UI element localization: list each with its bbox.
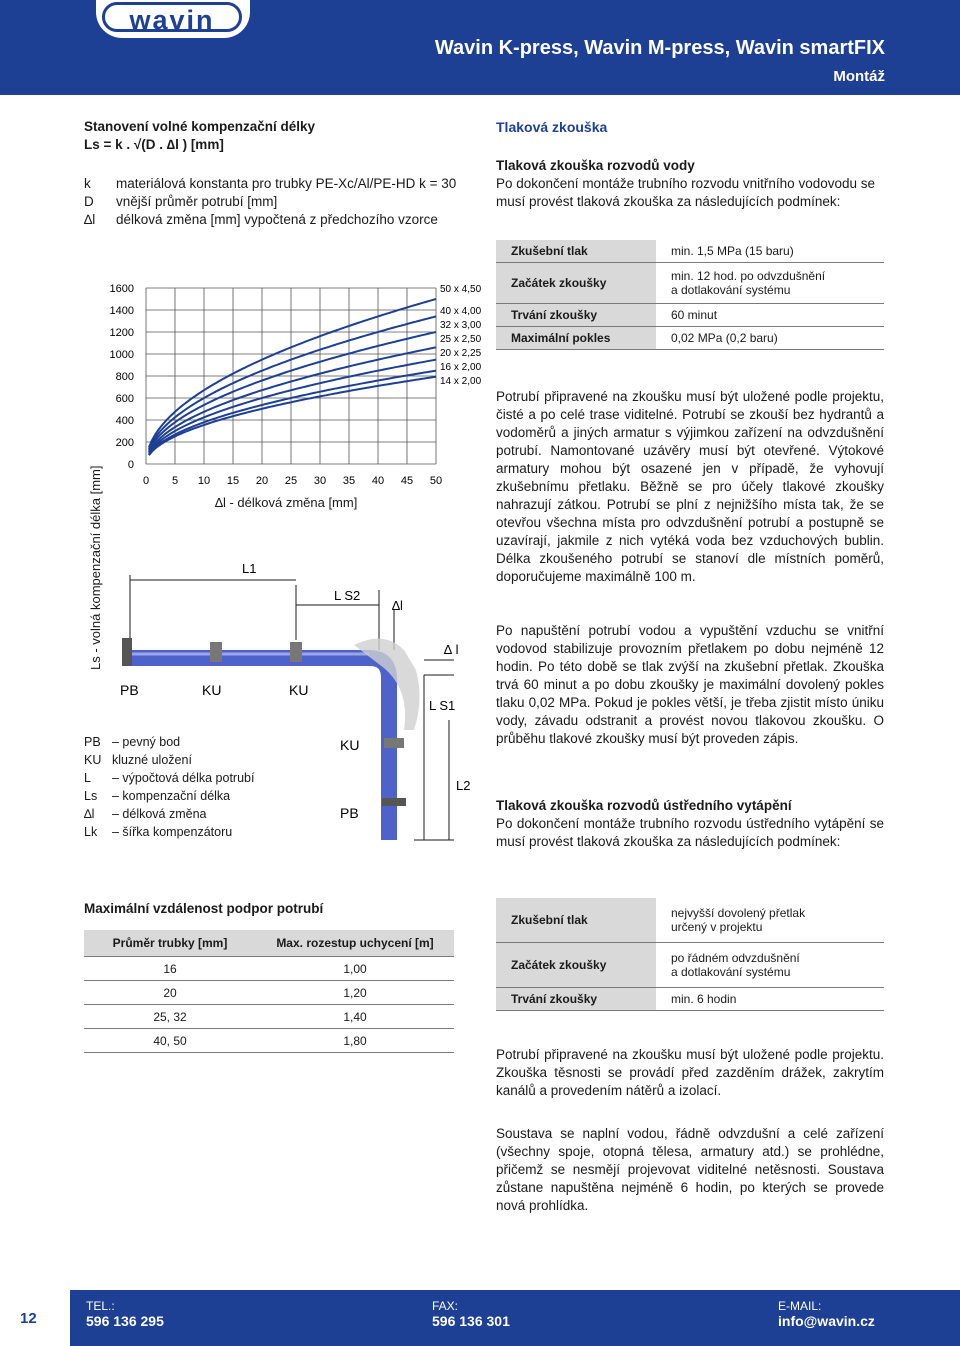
email-link[interactable]: info@wavin.cz: [778, 1313, 875, 1329]
table-row: [496, 327, 884, 350]
x-tick-label: 45: [400, 475, 414, 487]
chart-ylabel: Ls - volná kompenzační délka [mm]: [88, 465, 103, 670]
wavin-logo: [96, 0, 250, 38]
fax-label: FAX:: [432, 1299, 459, 1313]
legend-label: 16 x 2,00: [440, 362, 482, 373]
legend-text: – kompenzační délka: [112, 789, 231, 803]
x-tick-label: 40: [371, 475, 385, 487]
x-tick-label: 35: [342, 475, 356, 487]
spec-value: 0,02 MPa (0,2 baru): [656, 327, 884, 350]
label-pb: PB: [120, 682, 139, 698]
y-tick-label: 200: [115, 437, 134, 449]
label-dl-right: ∆ l: [444, 642, 459, 657]
x-tick-label: 50: [429, 475, 443, 487]
cell: 1,80: [256, 1029, 454, 1053]
spec-value: 60 minut: [656, 304, 884, 327]
x-tick-label: 10: [197, 475, 211, 487]
spec-value-line: po řádném odvzdušnění: [671, 951, 800, 965]
x-tick-label: 30: [313, 475, 327, 487]
table-row: [84, 957, 454, 981]
def-text: materiálová konstanta pro trubky PE-Xc/Al/PE-HD k = 30: [116, 176, 457, 191]
spec-key: Maximální pokles: [496, 327, 656, 350]
x-tick-label: 0: [142, 475, 150, 487]
legend-symbol: Lk: [84, 825, 98, 839]
spec-key: Zkušební tlak: [496, 240, 656, 263]
table-row: [496, 304, 884, 327]
spec-value: [656, 898, 884, 943]
slide-support-icon: [210, 642, 222, 662]
supports-heading: Maximální vzdálenost podpor potrubí: [84, 901, 324, 916]
table-row: [496, 943, 884, 988]
spec-value-line: min. 12 hod. po odvzdušnění: [671, 269, 826, 283]
compensation-heading: Stanovení volné kompenzační délky: [84, 119, 316, 134]
formula: [84, 136, 224, 154]
tel-label: TEL.:: [86, 1299, 115, 1313]
fixed-point-icon: [122, 638, 132, 666]
x-tick-label: 5: [171, 475, 179, 487]
label-dl: ∆l: [392, 598, 403, 613]
chart-grid: [146, 288, 436, 464]
heating-test-table: [496, 898, 884, 1011]
series-line: [149, 360, 436, 454]
fixed-point-icon: [382, 798, 406, 806]
legend-symbol: L: [84, 771, 91, 785]
legend-text: kluzné uložení: [112, 753, 192, 767]
diagram-legend: [84, 733, 254, 841]
table-row: [496, 240, 884, 263]
spec-value: [656, 943, 884, 988]
def-symbol: D: [84, 194, 94, 209]
email-label: E-MAIL:: [778, 1299, 822, 1313]
col-header: Průměr trubky [mm]: [84, 930, 256, 957]
def-text: vnější průměr potrubí [mm]: [116, 194, 278, 209]
water-test-intro: Po dokončení montáže trubního rozvodu vnitřního vodovodu se musí provést tlaková zkouška za následujících podmínek:: [496, 176, 875, 209]
spec-key: Začátek zkoušky: [496, 263, 656, 304]
legend-label: 25 x 2,50: [440, 334, 482, 345]
legend-label: 14 x 2,00: [440, 376, 482, 387]
legend-row: [84, 733, 254, 751]
formula-text: Ls = k . √(D . ∆l ) [mm]: [84, 137, 224, 152]
legend-row: [84, 823, 254, 841]
spec-value: min. 1,5 MPa (15 baru): [656, 240, 884, 263]
y-tick-label: 1600: [109, 283, 134, 295]
paragraph: Po napuštění potrubí vodou a vypuštění vzduchu se vnitřní vodovod stabilizuje provozním přetlakem po dobu nejméně 12 hodin. Po této době se tlak zvýší na zkušební přetlak. Zkouška trvá 60 minut a po dobu zkoušky je maximální dovolený pokles tlaku 0,02 MPa. Pokud je pokles větší, je třeba zjistit místo úniku vody, závadu odstranit a provést novou tlakovou zkoušku. O průběhu tlakové zkoušky musí být proveden zápis.: [496, 623, 884, 746]
legend-text: – šířka kompenzátoru: [112, 825, 233, 839]
y-tick-label: 0: [127, 459, 134, 471]
page-number: 12: [20, 1310, 37, 1327]
label-ku: KU: [340, 737, 360, 753]
label-ku: KU: [202, 682, 222, 698]
x-tick-label: 15: [226, 475, 240, 487]
y-tick-label: 600: [115, 393, 134, 405]
table-row: [84, 1029, 454, 1053]
series-line: [149, 347, 436, 452]
label-ls1: L S1: [429, 698, 456, 713]
y-tick-label: 1200: [109, 327, 134, 339]
heating-test-intro: Po dokončení montáže trubního rozvodu ústředního vytápění se musí provést tlaková zkouška za následujících podmínek:: [496, 816, 884, 849]
header-subtitle: Montáž: [833, 68, 885, 85]
chart-series: [149, 299, 436, 455]
def-text: délková změna [mm] vypočtená z předchozího vzorce: [116, 212, 438, 227]
spec-value-line: a dotlakování systému: [671, 283, 791, 297]
y-tick-label: 1000: [109, 349, 134, 361]
x-tick-label: 25: [284, 475, 298, 487]
chart-legend: [440, 284, 482, 387]
legend-text: – délková změna: [112, 807, 207, 821]
spec-value: [656, 263, 884, 304]
y-tick-label: 400: [115, 415, 134, 427]
legend-symbol: ∆l: [84, 807, 95, 821]
table-row: [496, 988, 884, 1011]
cell: 40, 50: [84, 1029, 256, 1053]
paragraph: Potrubí připravené na zkoušku musí být uložené podle projektu, čisté a po celé trase viditelné. Potrubí se zkouší bez hydrantů a vodoměrů a jiných armatur s výjimkou zařízení na odvzdušnění potrubí. Namontované uzávěry musí být otevřené. Výtokové armatury mohou být osazené jen v případě, že vyhovují zkušebnímu přetlaku. Běžně se pro účely tlakové zkoušky nahrazují zátkou. Potrubí se plní z nejnižšího místa tak, že se otevřou všechna místa pro odvzdušnění potrubí a postupně se uzavírají, jakmile z nich vytéká voda bez vzduchových bublin. Délka zkoušeného potrubí se stanoví dle místních poměrů, doporučujeme maximálně 100 m.: [496, 389, 884, 584]
series-line: [149, 377, 436, 456]
y-tick-label: 1400: [109, 305, 134, 317]
chart-xlabel: ∆l - délková změna [mm]: [215, 495, 358, 510]
cell: 25, 32: [84, 1005, 256, 1029]
label-pb: PB: [340, 805, 359, 821]
legend-row: [84, 805, 254, 823]
table-header-row: [84, 930, 454, 957]
legend-text: – výpočtová délka potrubí: [112, 771, 255, 785]
legend-symbol: PB: [84, 735, 101, 749]
table-row: [496, 263, 884, 304]
paragraph: Potrubí připravené na zkoušku musí být uložené podle projektu. Zkouška těsnosti se provádí před zazděním drážek, zakrytím kanálů a provedením nátěrů a izolací.: [496, 1047, 884, 1098]
heating-test-heading: Tlaková zkouška rozvodů ústředního vytápění: [496, 798, 792, 813]
slide-support-icon: [384, 738, 404, 748]
legend-label: 40 x 4,00: [440, 306, 482, 317]
legend-symbol: KU: [84, 753, 102, 767]
cell: 1,40: [256, 1005, 454, 1029]
definitions: [84, 175, 484, 229]
legend-label: 20 x 2,25: [440, 348, 482, 359]
def-row: [84, 211, 484, 229]
def-row: [84, 175, 484, 193]
legend-row: [84, 769, 254, 787]
spec-value-line: určený v projektu: [671, 920, 763, 934]
legend-symbol: Ls: [84, 789, 98, 803]
label-ls2: L S2: [334, 588, 361, 603]
table-row: [84, 981, 454, 1005]
cell: 1,00: [256, 957, 454, 981]
def-row: [84, 193, 484, 211]
legend-label: 50 x 4,50: [440, 284, 482, 295]
series-line: [149, 332, 436, 451]
logo-text: wavin: [102, 2, 242, 32]
spec-key: Trvání zkoušky: [496, 304, 656, 327]
cell: 1,20: [256, 981, 454, 1005]
label-l1: L1: [242, 561, 257, 576]
spec-key: Začátek zkoušky: [496, 943, 656, 988]
legend-row: [84, 751, 254, 769]
label-l2: L2: [456, 778, 471, 793]
spec-value-line: a dotlakování systému: [671, 965, 791, 979]
col-header: Max. rozestup uchycení [m]: [256, 930, 454, 957]
tel-value: 596 136 295: [86, 1313, 164, 1329]
spec-value-line: nejvyšší dovolený přetlak: [671, 906, 806, 920]
def-symbol: ∆l: [84, 212, 96, 227]
spec-key: Trvání zkoušky: [496, 988, 656, 1011]
fax-value: 596 136 301: [432, 1313, 510, 1329]
table-row: [496, 898, 884, 943]
label-ku: KU: [289, 682, 309, 698]
table-row: [84, 1005, 454, 1029]
paragraph: Soustava se naplní vodou, řádně odvzdušní a celé zařízení (všechny spoje, otopná tělesa, armatury atd.) se prohlédne, přičemž se nesmějí projevovat viditelné netěsnosti. Soustava zůstane napuštěna nejméně 6 hodin, po kterých se provede nová prohlídka.: [496, 1126, 884, 1213]
legend-row: [84, 787, 254, 805]
x-tick-label: 20: [255, 475, 269, 487]
pressure-test-heading: Tlaková zkouška: [496, 119, 608, 135]
series-line: [149, 299, 436, 448]
water-test-table: [496, 240, 884, 350]
spec-value: min. 6 hodin: [656, 988, 884, 1011]
water-test-heading: Tlaková zkouška rozvodů vody: [496, 158, 695, 173]
legend-label: 32 x 3,00: [440, 320, 482, 331]
legend-text: – pevný bod: [112, 735, 181, 749]
cell: 16: [84, 957, 256, 981]
supports-table: [84, 930, 454, 1053]
slide-support-icon: [290, 642, 302, 662]
y-tick-label: 800: [115, 371, 134, 383]
def-symbol: k: [84, 176, 91, 191]
spec-key: Zkušební tlak: [496, 898, 656, 943]
header-title: Wavin K-press, Wavin M-press, Wavin smartFIX: [434, 37, 885, 59]
cell: 20: [84, 981, 256, 1005]
